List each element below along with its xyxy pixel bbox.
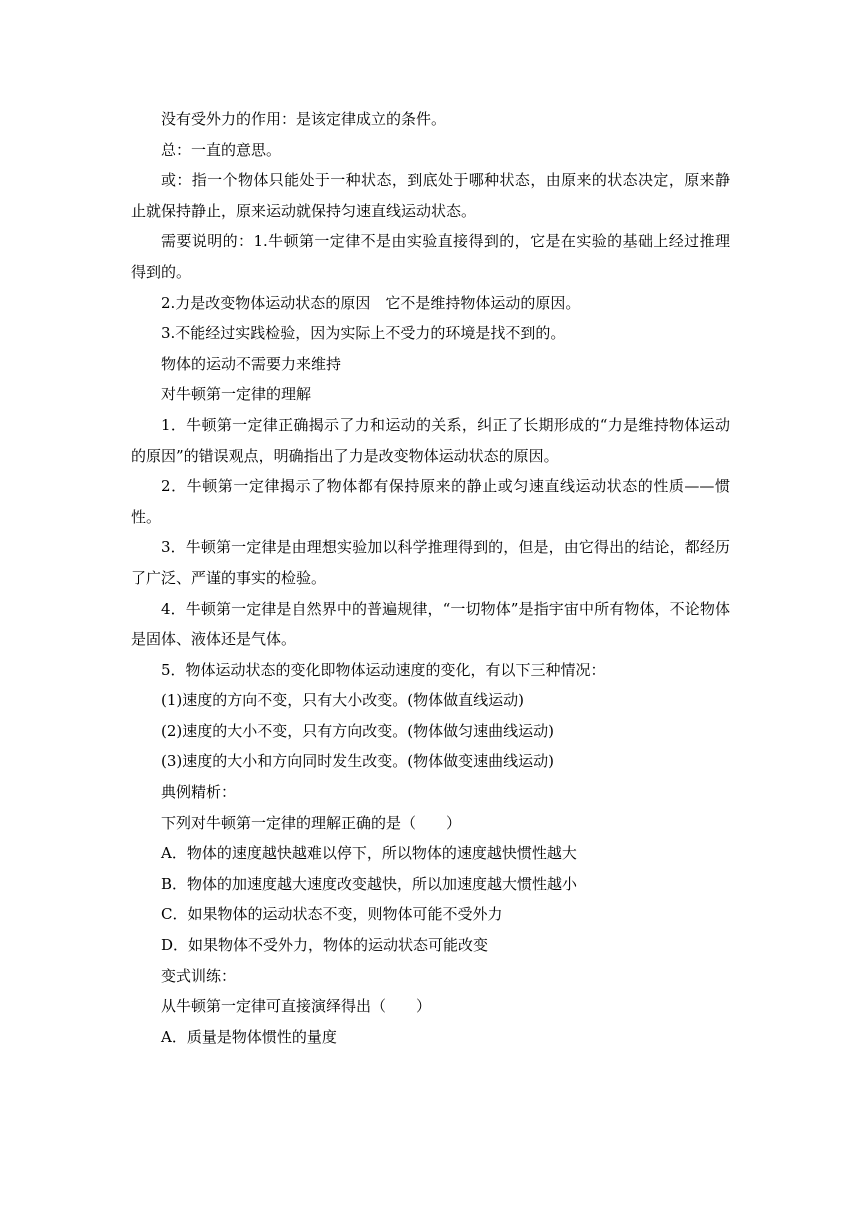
paragraph-state: 或：指一个物体只能处于一种状态，到底处于哪种状态，由原来的状态决定，原来静止就保持静止，原来运动就保持匀速直线运动状态。 [131, 171, 730, 220]
question-1-option-a: A．物体的速度越快越难以停下，所以物体的速度越快惯性越大 [161, 844, 577, 863]
paragraph-case-1: (1)速度的方向不变，只有大小改变。(物体做直线运动) [161, 691, 524, 710]
question-1-stem: 下列对牛顿第一定律的理解正确的是（ ） [161, 813, 462, 832]
paragraph-note-1: 需要说明的：1.牛顿第一定律不是由实验直接得到的，它是在实验的基础上经过推理得到的。 [131, 232, 730, 281]
paragraph-case-3: (3)速度的大小和方向同时发生改变。(物体做变速曲线运动) [161, 752, 554, 771]
paragraph-case-2: (2)速度的大小不变，只有方向改变。(物体做匀速曲线运动) [161, 721, 554, 740]
paragraph-condition: 没有受外力的作用：是该定律成立的条件。 [161, 110, 447, 128]
paragraph-point-5: 5．物体运动状态的变化即物体运动速度的变化，有以下三种情况： [161, 660, 606, 679]
paragraph-practice-heading: 变式训练： [161, 966, 237, 985]
paragraph-note-3: 3.不能经过实践检验，因为实际上不受力的环境是找不到的。 [161, 324, 566, 343]
paragraph-heading-motion: 物体的运动不需要力来维持 [161, 354, 342, 373]
paragraph-heading-understanding: 对牛顿第一定律的理解 [161, 385, 312, 404]
paragraph-example-heading: 典例精析： [161, 783, 237, 802]
paragraph-point-2: 2．牛顿第一定律揭示了物体都有保持原来的静止或匀速直线运动状态的性质——惯性。 [131, 477, 730, 526]
question-2-option-a: A．质量是物体惯性的量度 [161, 1027, 337, 1046]
question-1-option-d: D．如果物体不受外力，物体的运动状态可能改变 [161, 936, 489, 955]
question-1-option-b: B．物体的加速度越大速度改变越快，所以加速度越大惯性越小 [161, 874, 578, 893]
paragraph-point-3: 3．牛顿第一定律是由理想实验加以科学推理得到的，但是，由它得出的结论，都经历了广泛、严谨的事实的检验。 [131, 538, 730, 587]
paragraph-point-4: 4．牛顿第一定律是自然界中的普遍规律，“一切物体”是指宇宙中所有物体，不论物体是固体、液体还是气体。 [131, 599, 730, 649]
document-body [131, 104, 730, 1052]
paragraph-note-2: 2.力是改变物体运动状态的原因 它不是维持物体运动的原因。 [161, 293, 581, 312]
question-1-option-c: C．如果物体的运动状态不变，则物体可能不受外力 [161, 905, 503, 924]
paragraph-point-1: 1．牛顿第一定律正确揭示了力和运动的关系，纠正了长期形成的“力是维持物体运动的原因”的错误观点，明确指出了力是改变物体运动状态的原因。 [131, 415, 730, 465]
question-2-stem: 从牛顿第一定律可直接演绎得出（ ） [161, 997, 432, 1016]
paragraph-always: 总：一直的意思。 [161, 140, 282, 159]
